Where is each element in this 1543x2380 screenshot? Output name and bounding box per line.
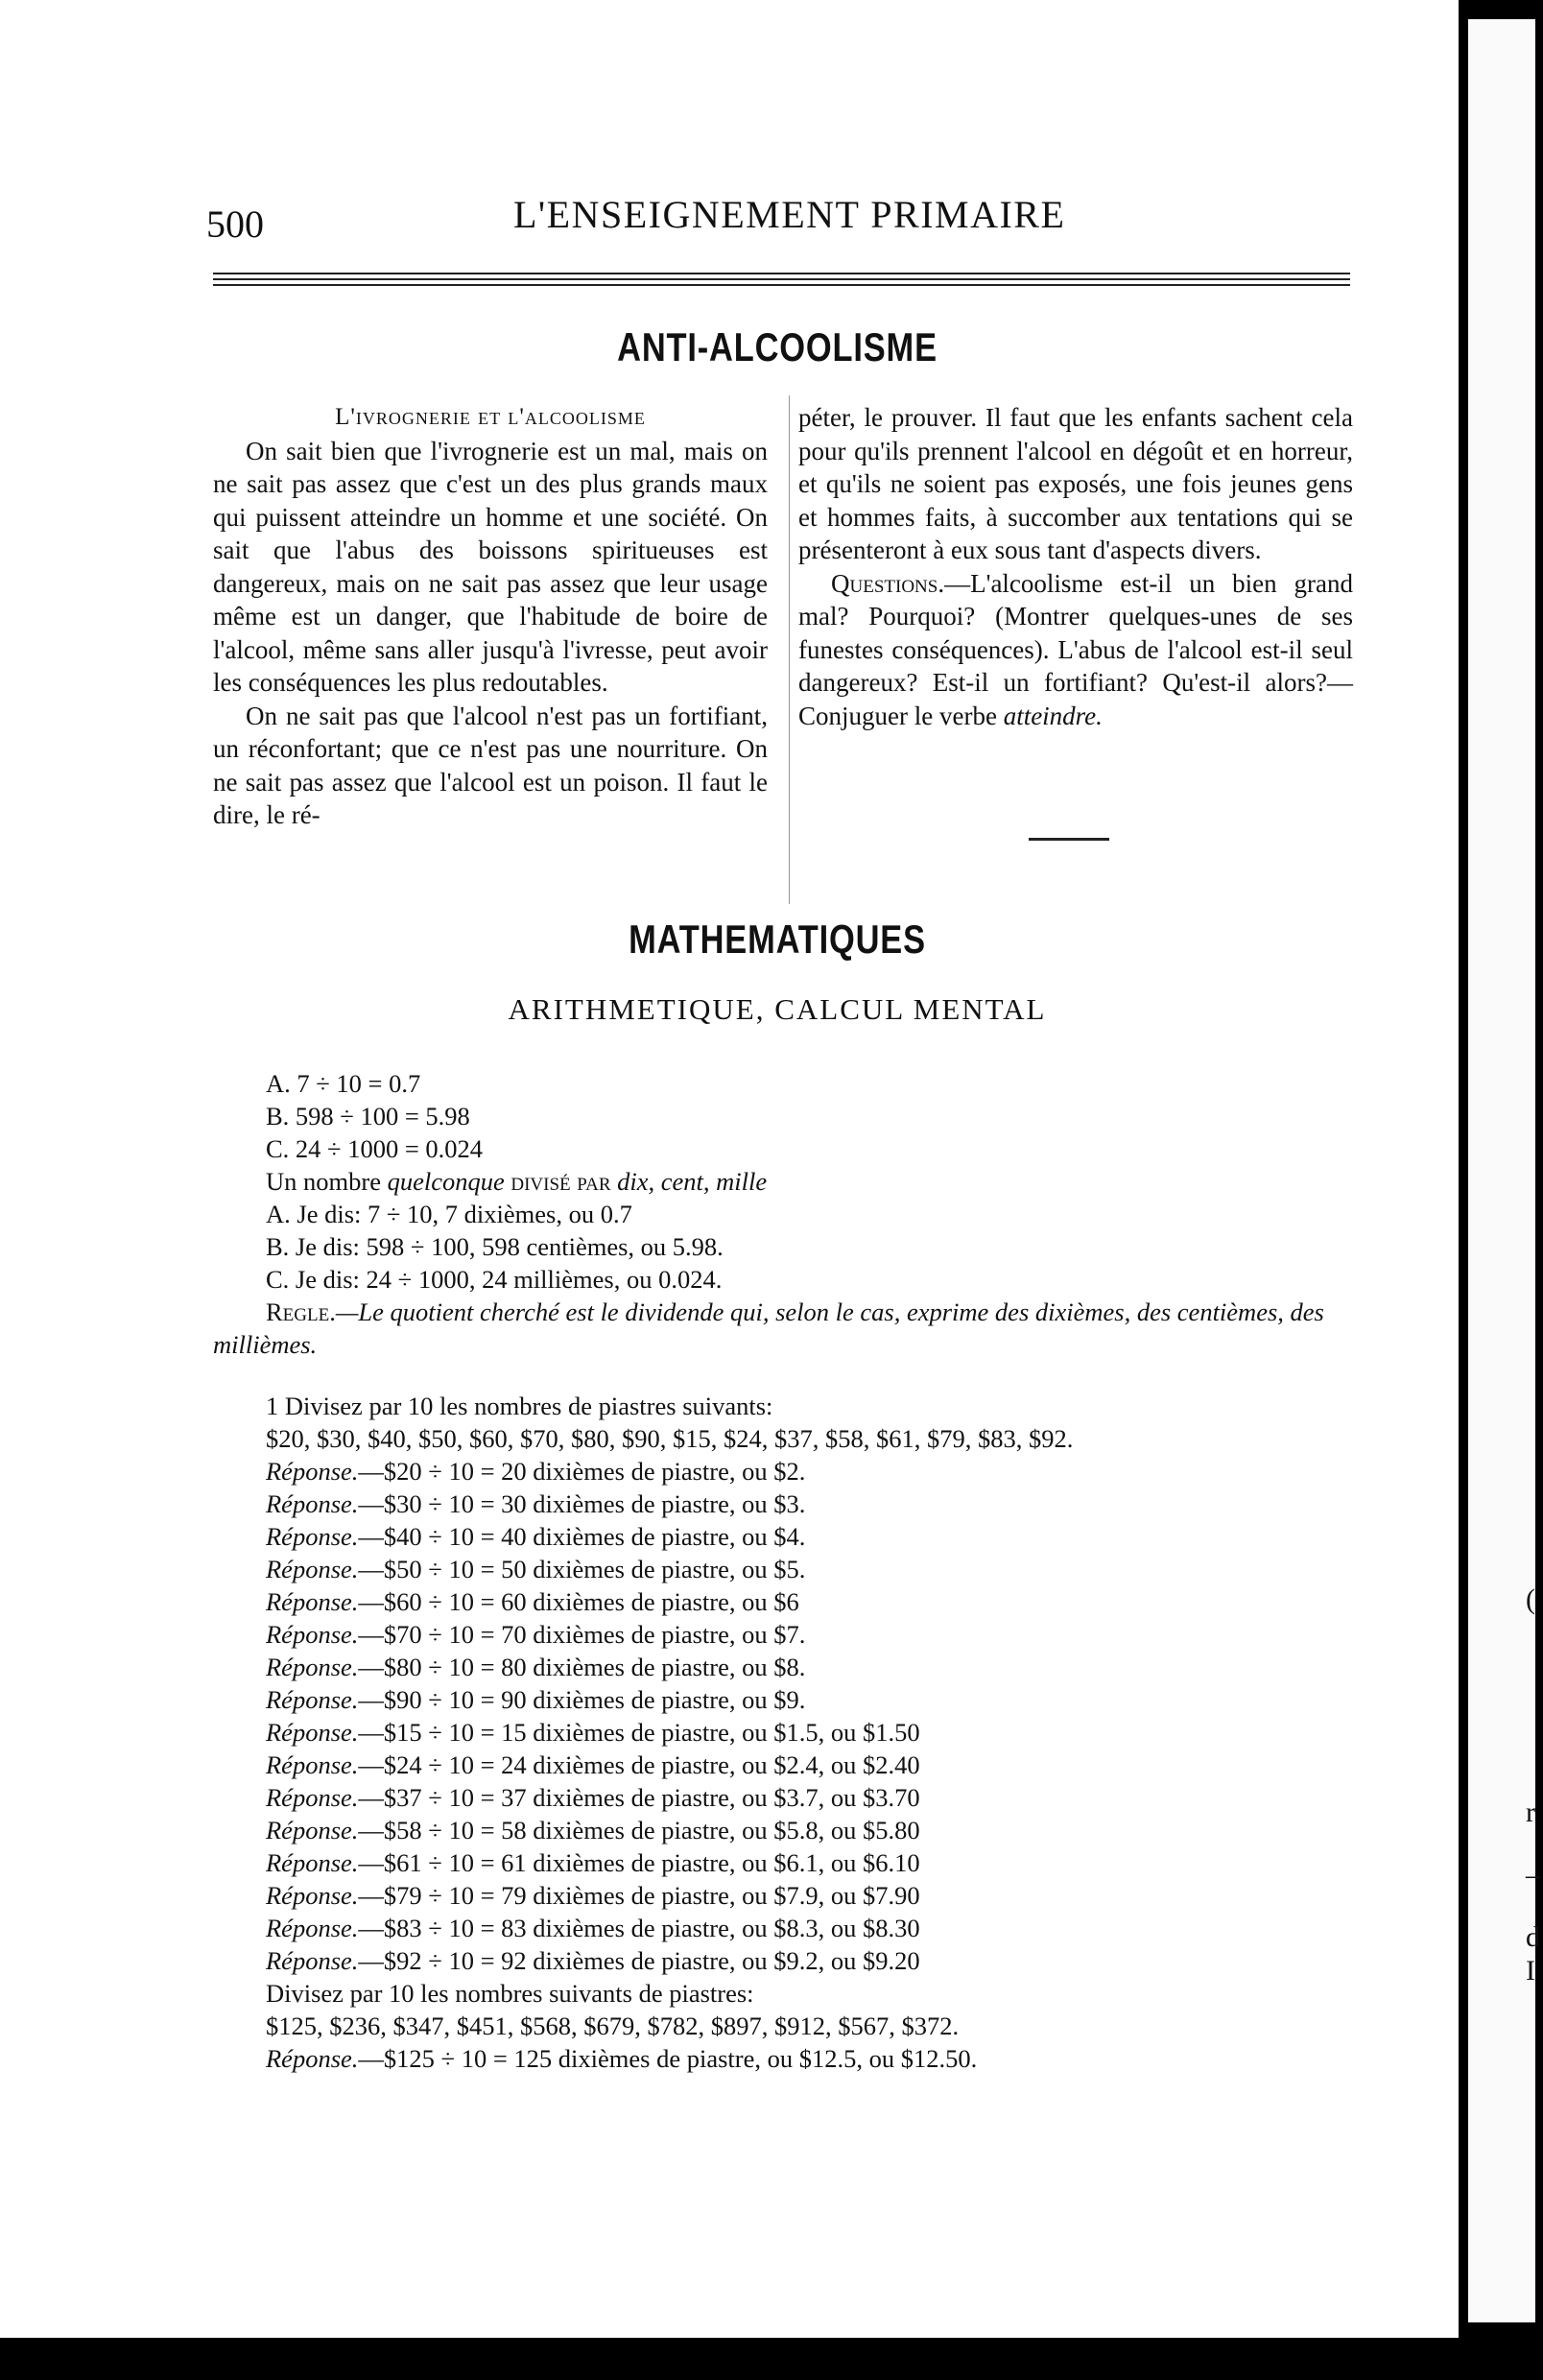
right-column <box>798 401 1353 732</box>
answer-label: Réponse. <box>266 1881 359 1910</box>
answer-line <box>213 1553 1360 1585</box>
regle-paragraph <box>213 1296 1360 1361</box>
answer-line <box>213 1585 1360 1618</box>
answer-text: —$60 ÷ 10 = 60 dixièmes de piastre, ou $6 <box>358 1587 799 1616</box>
je-dis-line: C. Je dis: 24 ÷ 1000, 24 millièmes, ou 0.024. <box>266 1265 723 1294</box>
facing-page-char: r <box>1526 1797 1535 1828</box>
je-dis-line: B. Je dis: 598 ÷ 100, 598 centièmes, ou 5.98. <box>266 1232 724 1261</box>
answer-line <box>213 1651 1360 1683</box>
section-title-anti-alcoolisme: ANTI-ALCOOLISME <box>617 324 938 369</box>
facing-page-char: I <box>1526 1955 1535 1987</box>
questions-text: —L'alcoolisme est-il un bien grand mal? Pourquoi? (Montrer quelques-unes de ses funestes conséquences). L'abus de l'alcool est-il seul dangereux? Est-il un fortifiant? Qu'est-il alors?— Conjuguer le verbe <box>798 568 1353 730</box>
answer-line <box>213 1716 1360 1749</box>
answer-text: —$61 ÷ 10 = 61 dixièmes de piastre, ou $6.1, ou $6.10 <box>358 1848 920 1877</box>
answer-line <box>213 1488 1360 1520</box>
math-content <box>213 1067 1360 2075</box>
answer-label: Réponse. <box>266 1457 359 1486</box>
answer-line <box>213 1618 1360 1651</box>
answer-text: —$30 ÷ 10 = 30 dixièmes de piastre, ou $3. <box>358 1489 806 1518</box>
answer-label: Réponse. <box>266 1653 359 1681</box>
exercise-intro: Divisez par 10 les nombres suivants de piastres: <box>266 1979 754 2008</box>
paragraph: On ne sait pas que l'alcool n'est pas un fortifiant, un réconfortant; que ce n'est pas une nourriture. On ne sait pas assez que l'alcool est un poison. Il faut le dire, le ré- <box>213 701 768 829</box>
paragraph: On sait bien que l'ivrognerie est un mal, mais on ne sait pas assez que c'est un des plus grands maux qui puissent atteindre un homme et une société. On sait que l'abus des boissons spiritueuses est dangereux, mais on ne sait pas assez que leur usage même est un danger, que l'habitude de boire de l'alcool, même sans aller jusqu'à l'ivresse, peut avoir les conséquences les plus redoutables. <box>213 436 768 697</box>
answer-text: —$50 ÷ 10 = 50 dixièmes de piastre, ou $5. <box>358 1555 806 1583</box>
answer-list <box>213 1455 1360 1977</box>
example-line: A. 7 ÷ 10 = 0.7 <box>266 1069 421 1098</box>
exercise-numbers: $20, $30, $40, $50, $60, $70, $80, $90, $15, $24, $37, $58, $61, $79, $83, $92. <box>266 1424 1074 1453</box>
example-line: C. 24 ÷ 1000 = 0.024 <box>266 1134 484 1163</box>
answer-line <box>213 1520 1360 1553</box>
answer-line <box>213 1814 1360 1846</box>
facing-page-char: ( <box>1526 1583 1535 1615</box>
header-rule <box>213 273 1350 274</box>
header-rule <box>213 278 1350 280</box>
rule-line <box>213 1165 1360 1198</box>
answer-line <box>213 1455 1360 1488</box>
rule-line-smallcaps: divisé par <box>504 1167 618 1196</box>
answer-line <box>213 1846 1360 1879</box>
answer-text: —$40 ÷ 10 = 40 dixièmes de piastre, ou $4. <box>358 1522 806 1551</box>
answer-label: Réponse. <box>266 1914 359 1942</box>
scan-border <box>0 2338 1543 2380</box>
answer-label: Réponse. <box>266 1489 359 1518</box>
answer-line <box>213 1944 1360 1977</box>
rule-line-italic: dix, cent, mille <box>617 1167 768 1196</box>
running-head <box>206 192 1353 250</box>
example-line: B. 598 ÷ 100 = 5.98 <box>266 1102 470 1130</box>
answer-text: —$24 ÷ 10 = 24 dixièmes de piastre, ou $2.4, ou $2.40 <box>358 1750 920 1779</box>
facing-page-char: d <box>1526 1921 1540 1953</box>
math-subtitle: ARITHMETIQUE, CALCUL MENTAL <box>508 992 1047 1026</box>
questions-verb: atteindre. <box>1003 701 1103 730</box>
rule-line-italic: quelconque <box>387 1167 505 1196</box>
answer-label: Réponse. <box>266 1555 359 1583</box>
answer-line <box>213 1879 1360 1912</box>
answer-line <box>213 1749 1360 1781</box>
answer-line <box>213 1912 1360 1944</box>
answer-label: Réponse. <box>266 1816 359 1844</box>
answer-label: Réponse. <box>266 1718 359 1747</box>
answer-label: Réponse. <box>266 1848 359 1877</box>
section-title-mathematiques: MATHEMATIQUES <box>629 916 926 962</box>
questions-label: Questions. <box>831 568 945 598</box>
exercise-intro: 1 Divisez par 10 les nombres de piastres suivants: <box>266 1392 773 1420</box>
answer-label: Réponse. <box>266 1522 359 1551</box>
running-title: L'ENSEIGNEMENT PRIMAIRE <box>513 193 1066 236</box>
paragraph: péter, le prouver. Il faut que les enfants sachent cela pour qu'ils prennent l'alcool en dégoût et en horreur, et qu'ils ne soient pas exposés, une fois jeunes gens et hommes faits, à succomber aux tentations qui se présenteront à eux sous tant d'aspects divers. <box>798 403 1353 564</box>
exercise-numbers: $125, $236, $347, $451, $568, $679, $782, $897, $912, $567, $372. <box>266 2011 960 2040</box>
answer-label: Réponse. <box>266 1685 359 1714</box>
answer-label: Réponse. <box>266 1783 359 1812</box>
je-dis-line: A. Je dis: 7 ÷ 10, 7 dixièmes, ou 0.7 <box>266 1200 632 1228</box>
rule-line-text: Un nombre <box>266 1167 388 1196</box>
facing-page-char: – <box>1526 1859 1540 1891</box>
answer-label: Réponse. <box>266 1750 359 1779</box>
regle-text: —Le quotient cherché est le dividende qui, selon le cas, exprime des dixièmes, des centièmes, des millièmes. <box>213 1297 1324 1359</box>
answer-label: Réponse. <box>266 1946 359 1975</box>
answer-line <box>213 1683 1360 1716</box>
regle-label: Regle. <box>266 1297 336 1326</box>
answer-label: Réponse. <box>266 1587 359 1616</box>
answer-text: —$90 ÷ 10 = 90 dixièmes de piastre, ou $9. <box>358 1685 806 1714</box>
left-column <box>213 401 768 832</box>
answer-text: —$37 ÷ 10 = 37 dixièmes de piastre, ou $3.7, ou $3.70 <box>358 1783 920 1812</box>
answer-line <box>213 1781 1360 1814</box>
article-subtitle: L'ivrognerie et l'alcoolisme <box>335 404 646 430</box>
answer-text: —$58 ÷ 10 = 58 dixièmes de piastre, ou $5.8, ou $5.80 <box>358 1816 920 1844</box>
column-divider <box>789 395 790 904</box>
spacer <box>213 1361 1360 1390</box>
answer-text: —$83 ÷ 10 = 83 dixièmes de piastre, ou $8.3, ou $8.30 <box>358 1914 920 1942</box>
answer-text: —$15 ÷ 10 = 15 dixièmes de piastre, ou $1.5, ou $1.50 <box>358 1718 920 1747</box>
answer-text: —$20 ÷ 10 = 20 dixièmes de piastre, ou $2. <box>358 1457 806 1486</box>
answer-text: —$70 ÷ 10 = 70 dixièmes de piastre, ou $7. <box>358 1620 806 1649</box>
answer-text: —$80 ÷ 10 = 80 dixièmes de piastre, ou $8. <box>358 1653 806 1681</box>
page-number: 500 <box>206 202 264 246</box>
header-rule <box>213 284 1350 286</box>
answer-line <box>213 2042 1360 2075</box>
answer-text: —$79 ÷ 10 = 79 dixièmes de piastre, ou $7.9, ou $7.90 <box>358 1881 920 1910</box>
questions-paragraph <box>798 567 1353 733</box>
answer-label: Réponse. <box>266 2044 359 2073</box>
section-end-rule <box>1029 838 1109 841</box>
answer-label: Réponse. <box>266 1620 359 1649</box>
answer-text: —$125 ÷ 10 = 125 dixièmes de piastre, ou $12.5, ou $12.50. <box>358 2044 978 2073</box>
answer-text: —$92 ÷ 10 = 92 dixièmes de piastre, ou $9.2, ou $9.20 <box>358 1946 920 1975</box>
